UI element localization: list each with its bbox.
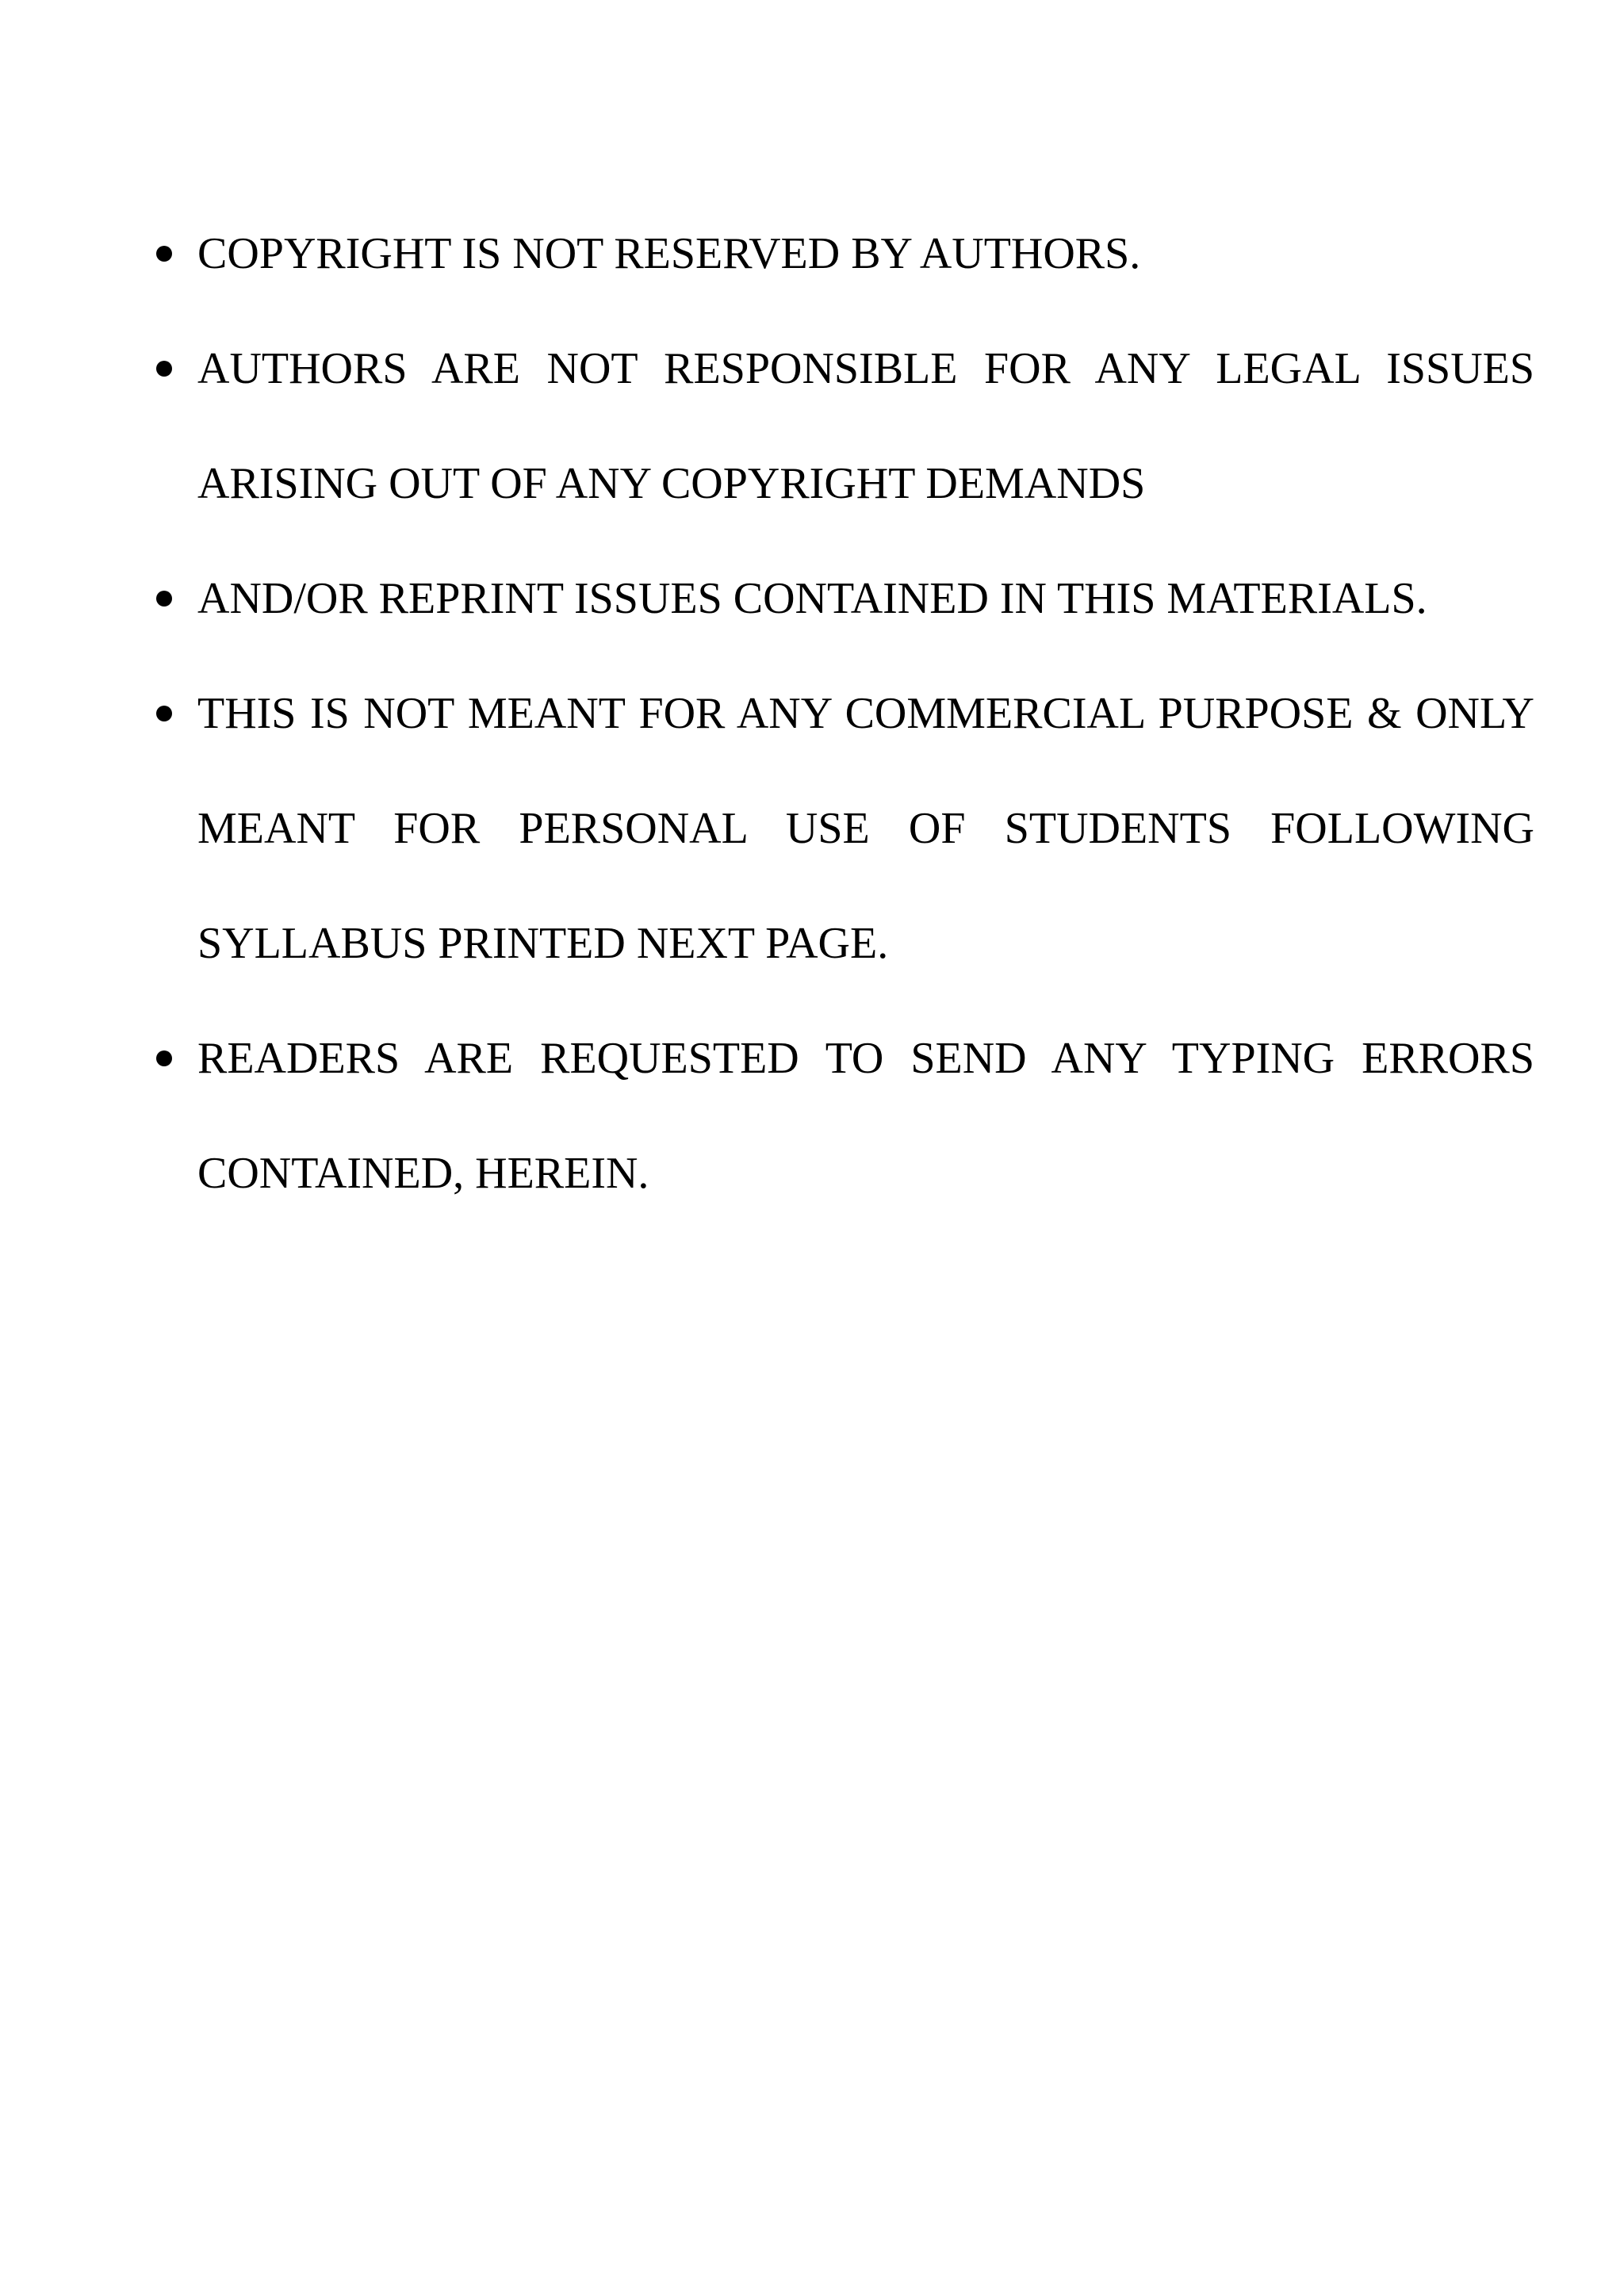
notice-item-legal: [197, 312, 1534, 541]
notice-item-errors: [197, 1001, 1534, 1231]
notice-item-copyright: [197, 197, 1534, 312]
notice-text: THIS IS NOT MEANT FOR ANY COMMERCIAL PURPOSE & ONLY MEANT FOR PERSONAL USE OF STUDENTS FOLLOWING SYLLABUS PRINTED NEXT PAGE.: [197, 689, 1534, 968]
notice-text: COPYRIGHT IS NOT RESERVED BY AUTHORS.: [197, 229, 1141, 278]
bullet-icon: [156, 1050, 172, 1066]
notice-item-reprint: [197, 541, 1534, 656]
bullet-icon: [156, 706, 172, 721]
notice-text: READERS ARE REQUESTED TO SEND ANY TYPING ERRORS CONTAINED, HEREIN.: [197, 1034, 1534, 1198]
notice-text: AUTHORS ARE NOT RESPONSIBLE FOR ANY LEGAL ISSUES ARISING OUT OF ANY COPYRIGHT DEMANDS: [197, 344, 1534, 508]
bullet-icon: [156, 361, 172, 377]
bullet-icon: [156, 591, 172, 607]
notice-text: AND/OR REPRINT ISSUES CONTAINED IN THIS MATERIALS.: [197, 574, 1427, 623]
notice-item-purpose: [197, 656, 1534, 1001]
notice-list: [197, 197, 1534, 1231]
bullet-icon: [156, 246, 172, 262]
